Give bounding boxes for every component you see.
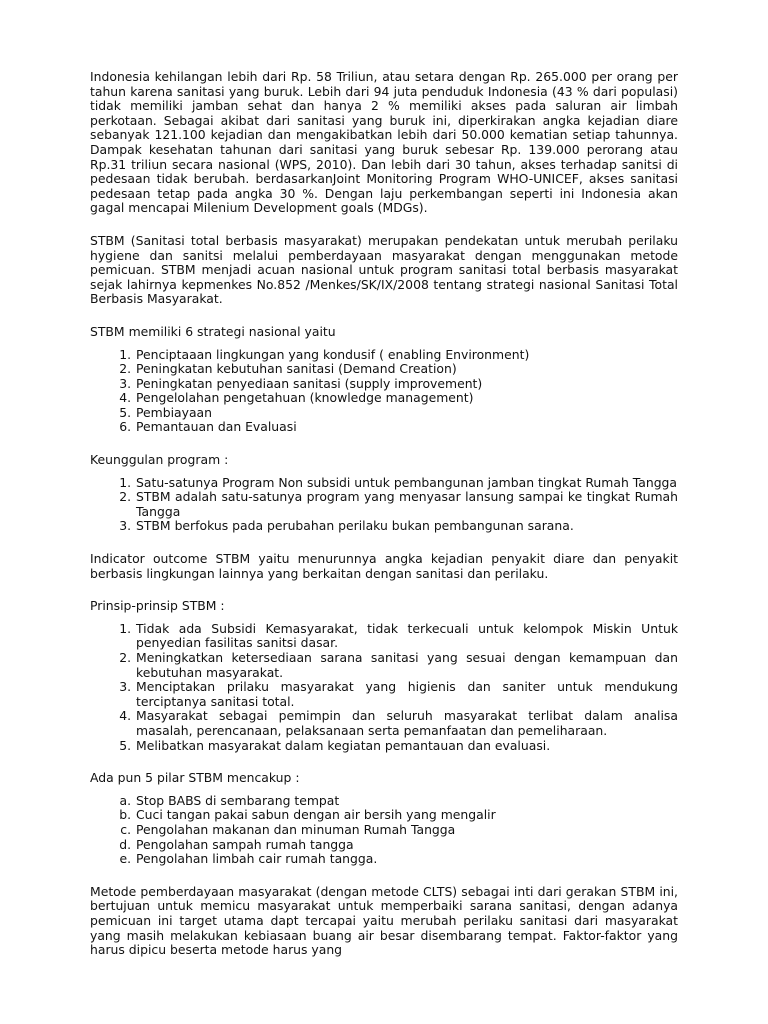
principles-list xyxy=(90,622,678,753)
paragraph-indicator-outcome: Indicator outcome STBM yaitu menurunnya angka kejadian penyakit diare dan penyakit berbasis lingkungan lainnya yang berkaitan dengan sanitasi dan perilaku. xyxy=(90,551,678,581)
list-item: 2. Meningkatkan ketersediaan sarana sanitasi yang sesuai dengan kemampuan dan kebutuhan masyarakat. xyxy=(135,651,678,680)
paragraph-sanitation-loss: Indonesia kehilangan lebih dari Rp. 58 Triliun, atau setara dengan Rp. 265.000 per orang per tahun karena sanitasi yang buruk. Lebih dari 94 juta penduduk Indonesia (43 % dari populasi) tidak memiliki jamban sehat dan hanya 2 % memiliki akses pada saluran air limbah perkotaan. Sebagai akibat dari sanitasi yang buruk ini, diperkirakan angka kejadian diare sebanyak 121.100 kejadian dan mengakibatkan lebih dari 50.000 kematian setiap tahunnya. Dampak kesehatan tahunan dari sanitasi yang buruk sebesar Rp. 139.000 perorang atau Rp.31 triliun secara nasional (WPS, 2010). Dan lebih dari 30 tahun, akses terhadap sanitsi di pedesaan tidak berubah. berdasarkanJoint Monitoring Program WHO-UNICEF, akses sanitasi pedesaan tetap pada angka 30 %. Dengan laju perkembangan seperti ini Indonesia akan gagal mencapai Milenium Development goals (MDGs). xyxy=(90,69,678,216)
paragraph-clts-method: Metode pemberdayaan masyarakat (dengan metode CLTS) sebagai inti dari gerakan STBM ini, bertujuan untuk memicu masyarakat untuk memperbaiki sarana sanitasi, dengan adanya pemicuan ini target utama dapt tercapai yaitu merubah perilaku sanitasi dari masyarakat yang masih melakukan kebiasaan buang air besar disembarang tempat. Faktor-faktor yang harus dipicu beserta metode harus yang xyxy=(90,883,678,958)
list-item: 3. Peningkatan penyediaan sanitasi (supply improvement) xyxy=(135,377,678,392)
document-page xyxy=(90,70,678,958)
list-item: 6. Pemantauan dan Evaluasi xyxy=(135,420,678,435)
paragraph-advantages-intro: Keunggulan program : xyxy=(90,452,229,468)
list-item: 3. Menciptakan prilaku masyarakat yang higienis dan saniter untuk mendukung terciptanya sanitasi total. xyxy=(135,680,678,709)
list-item: 2. STBM adalah satu-satunya program yang menyasar lansung sampai ke tingkat Rumah Tangga xyxy=(135,490,678,519)
list-item: 4. Masyarakat sebagai pemimpin dan seluruh masyarakat terlibat dalam analisa masalah, perencanaan, pelaksanaan serta pemanfaatan dan pemeliharaan. xyxy=(135,709,678,738)
list-item: e. Pengolahan limbah cair rumah tangga. xyxy=(135,852,678,867)
list-item: b. Cuci tangan pakai sabun dengan air bersih yang mengalir xyxy=(135,808,678,823)
advantages-list xyxy=(90,476,678,534)
list-item: 5. Pembiayaan xyxy=(135,406,678,421)
paragraph-strategy-intro: STBM memiliki 6 strategi nasional yaitu xyxy=(90,323,336,339)
list-item: 2. Peningkatan kebutuhan sanitasi (Demand Creation) xyxy=(135,362,678,377)
list-item: d. Pengolahan sampah rumah tangga xyxy=(135,838,678,853)
list-item: 5. Melibatkan masyarakat dalam kegiatan pemantauan dan evaluasi. xyxy=(135,739,678,754)
list-item: c. Pengolahan makanan dan minuman Rumah Tangga xyxy=(135,823,678,838)
list-item: 3. STBM berfokus pada perubahan perilaku bukan pembangunan sarana. xyxy=(135,519,678,534)
strategy-list xyxy=(90,348,678,436)
paragraph-pillars-intro: Ada pun 5 pilar STBM mencakup : xyxy=(90,770,300,786)
list-item: a. Stop BABS di sembarang tempat xyxy=(135,794,678,809)
paragraph-principles-intro: Prinsip-prinsip STBM : xyxy=(90,598,225,614)
paragraph-stbm-definition: STBM (Sanitasi total berbasis masyarakat) merupakan pendekatan untuk merubah perilaku hygiene dan sanitsi melalui pemberdayaan masyarakat dengan menggunakan metode pemicuan. STBM menjadi acuan nasional untuk program sanitasi total berbasis masyarakat sejak lahirnya kepmenkes No.852 /Menkes/SK/IX/2008 tentang strategi nasional Sanitasi Total Berbasis Masyarakat. xyxy=(90,232,678,307)
list-item: 1. Satu-satunya Program Non subsidi untuk pembangunan jamban tingkat Rumah Tangga xyxy=(135,476,678,491)
list-item: 4. Pengelolahan pengetahuan (knowledge management) xyxy=(135,391,678,406)
list-item: 1. Tidak ada Subsidi Kemasyarakat, tidak terkecuali untuk kelompok Miskin Untuk penyedian fasilitas sanitsi dasar. xyxy=(135,622,678,651)
list-item: 1. Penciptaaan lingkungan yang kondusif ( enabling Environment) xyxy=(135,348,678,363)
pillars-list xyxy=(90,794,678,867)
